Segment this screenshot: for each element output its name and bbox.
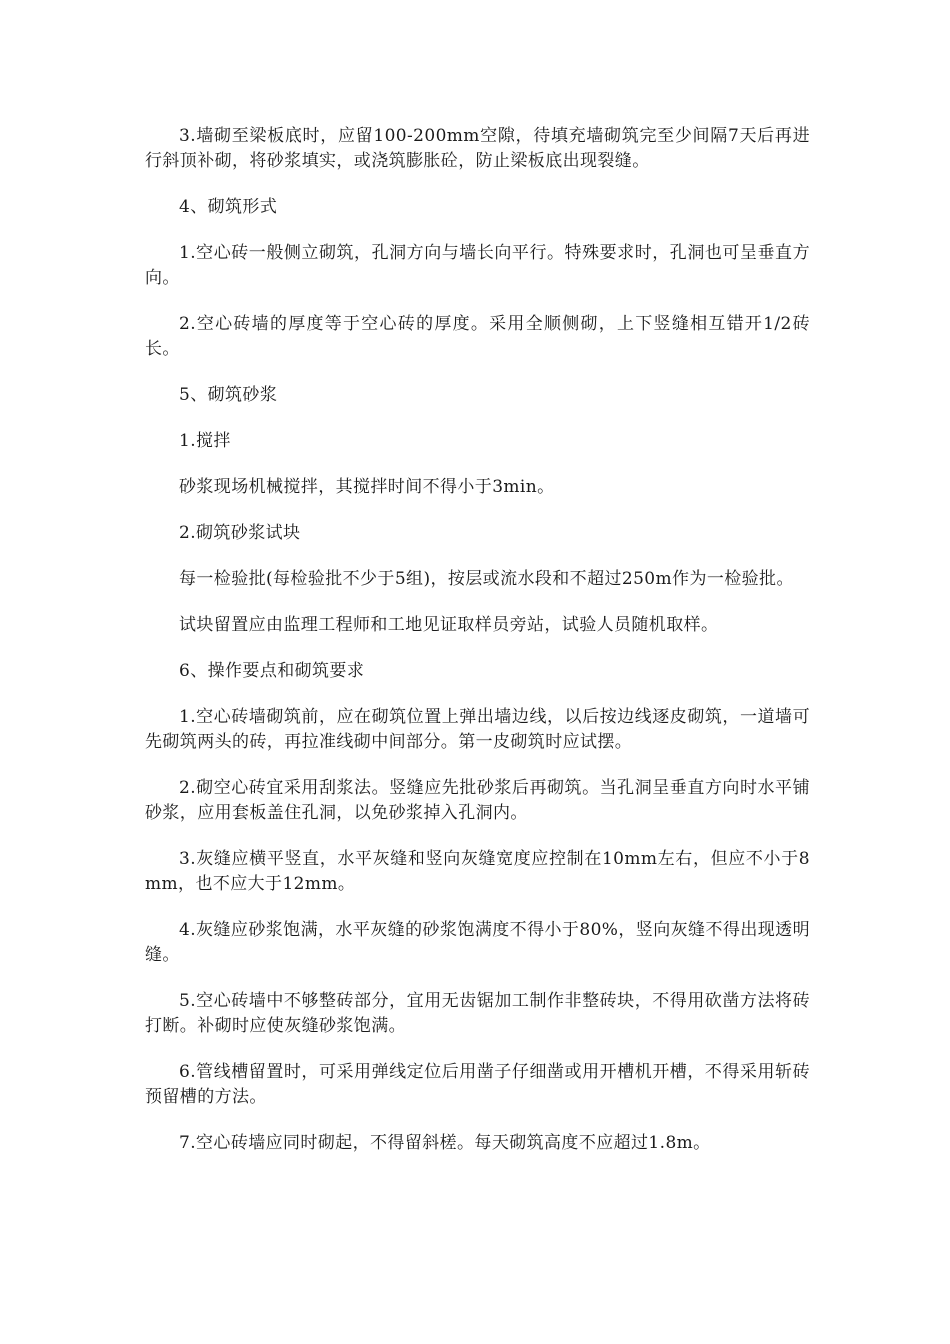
document-body — [145, 124, 810, 1177]
paragraph-partial-bricks: 5.空心砖墙中不够整砖部分，宜用无齿锯加工制作非整砖块，不得用砍凿方法将砖打断。补砌时应使灰缝砂浆饱满。 — [145, 991, 810, 1036]
paragraph-scraping-method: 2.砌空心砖宜采用刮浆法。竖缝应先批砂浆后再砌筑。当孔洞呈垂直方向时水平铺砂浆，应用套板盖住孔洞，以免砂浆掉入孔洞内。 — [145, 778, 810, 823]
section-heading-operation: 6、操作要点和砌筑要求 — [179, 661, 365, 681]
paragraph-sampling: 试块留置应由监理工程师和工地见证取样员旁站，试验人员随机取样。 — [179, 615, 719, 635]
paragraph-pipe-grooves: 6.管线槽留置时，可采用弹线定位后用凿子仔细凿或用开槽机开槽，不得采用斩砖预留槽的方法。 — [145, 1062, 810, 1107]
subheading-mixing: 1.搅拌 — [179, 431, 231, 451]
section-heading-masonry-form: 4、砌筑形式 — [179, 197, 278, 217]
paragraph-layout-lines: 1.空心砖墙砌筑前，应在砌筑位置上弹出墙边线，以后按边线逐皮砌筑，一道墙可先砌筑两头的砖，再拉准线砌中间部分。第一皮砌筑时应试摆。 — [145, 707, 810, 752]
subheading-mortar-specimen: 2.砌筑砂浆试块 — [179, 523, 301, 543]
paragraph-wall-thickness: 2.空心砖墙的厚度等于空心砖的厚度。采用全顺侧砌，上下竖缝相互错开1/2砖长。 — [145, 314, 810, 359]
paragraph-daily-height: 7.空心砖墙应同时砌起，不得留斜槎。每天砌筑高度不应超过1.8m。 — [179, 1133, 711, 1153]
paragraph-mixing-time: 砂浆现场机械搅拌，其搅拌时间不得小于3min。 — [179, 477, 555, 497]
section-heading-mortar: 5、砌筑砂浆 — [179, 385, 278, 405]
paragraph-side-laying: 1.空心砖一般侧立砌筑，孔洞方向与墙长向平行。特殊要求时，孔洞也可呈垂直方向。 — [145, 243, 810, 288]
paragraph-joint-fullness: 4.灰缝应砂浆饱满，水平灰缝的砂浆饱满度不得小于80%，竖向灰缝不得出现透明缝。 — [145, 920, 810, 965]
paragraph-inspection-lot: 每一检验批(每检验批不少于5组)，按层或流水段和不超过250m作为一检验批。 — [179, 569, 794, 589]
paragraph-joint-width: 3.灰缝应横平竖直，水平灰缝和竖向灰缝宽度应控制在10mm左右，但应不小于8mm，也不应大于12mm。 — [145, 849, 810, 894]
paragraph-wall-top-gap: 3.墙砌至梁板底时，应留100-200mm空隙，待填充墙砌筑完至少间隔7天后再进行斜顶补砌，将砂浆填实，或浇筑膨胀砼，防止梁板底出现裂缝。 — [145, 126, 810, 171]
